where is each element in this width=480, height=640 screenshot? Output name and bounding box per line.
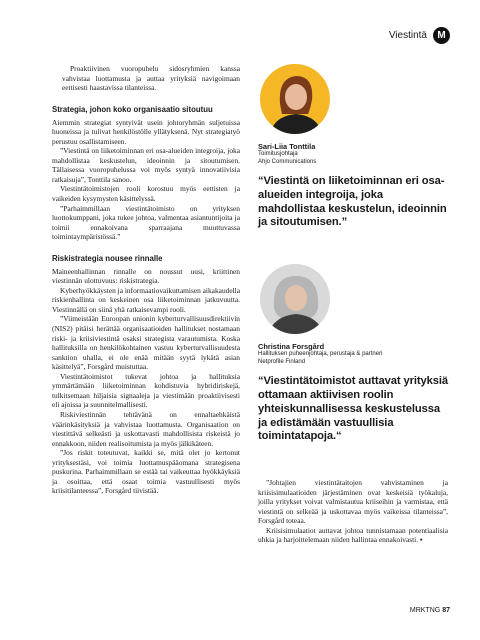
body-paragraph: ”Parhaimmillaan viestintätoimisto on yrityksen luottokumppani, joka tukee johtoa, valmentaa asiantuntijoita ja toimii ennakoivana sparraajana muuttuvassa toimintaympäristössä.” xyxy=(52,203,240,242)
body-paragraph: ”Viimeistään Euroopan unionin kyberturvallisuusdirektiivin (NIS2) pitäisi herättää organisaatioiden hallitukset nostamaan riski- ja kriisiviestintä osaksi strategista varautumista. Koska hallituksilla on henkilökohtainen vastuu kyberturvallisuudesta sanktion uhalla, ei ole enää mitään syytä lykätä asian käsittelyä”, Forsgård muistuttaa. xyxy=(52,314,240,372)
person-title: Toimitusjohtaja xyxy=(258,151,298,157)
body-paragraph: Kyberhyökkäysten ja informaatiovaikuttamisen aikakaudella riskienhallinta on keskeinen osa liiketoiminnan jatkuvuutta. Viestinnällä on siinä yhä ratkaisevampi rooli. xyxy=(52,285,240,314)
section-heading-risk: Riskistrategia nousee rinnalle xyxy=(52,253,163,263)
person-info-forsgard xyxy=(258,342,448,366)
intro-paragraph: Proaktiivinen vuoropuhelu sidosryhmien kanssa vahvistaa luottamusta ja auttaa yrityksiä navigoimaan eettisesti haastavissa tilanteissa. xyxy=(62,64,240,93)
body-paragraph: ”Viestintä on liiketoiminnan eri osa-alueiden integroija, joka mahdollistaa keskustelun, ideoinnin ja sitoutumisen. Tällaisessa vuoropuhelussa voi myös syntyä innovatiivisia ratkaisuja”, Tonttila sanoo. xyxy=(52,146,240,184)
face-shape xyxy=(285,285,307,311)
body-paragraph: Riskiviestinnän tehtävänä on ennaltaehkäistä väärinkäsityksiä ja vahvistaa luottamusta. Organisaation on viestittävä selkeästi ja uskottavasti mahdollisista riskeistä jo ennakkoon, niiden realisoitumista ja myös jälkikäteen. xyxy=(52,409,240,448)
magazine-logo-badge: M xyxy=(433,27,450,44)
body-paragraph: ”Johtajien viestintätaitojen vahvistaminen ja kriisisimulaatioiden järjestäminen ovat keskeisiä työkaluja, joilla yritykset voivat valmistautua kriiseihin ja varmistaa, että viestintä on selkeää ja uskottavaa myös vaikeissa tilanteissa”, Forsgård toteaa. xyxy=(258,478,448,526)
page-footer xyxy=(410,607,450,614)
body-paragraph: Viestintätoimistojen rooli korostuu myös eettisten ja vaikeiden kysymysten käsittelyssä. xyxy=(52,184,240,204)
body-paragraph: Kriisisimulaatiot auttavat johtoa tunnistamaan potentiaalisia uhkia ja harjoittelemaan niiden hallintaa ennakoivasti. ▪ xyxy=(258,525,448,545)
person-company: Netprofile Finland xyxy=(258,358,306,365)
pull-quote-tonttila: “Viestintä on liiketoiminnan eri osa-alueiden integroija, joka mahdollistaa keskustelun, ideoinnin ja sitoutumisen.” xyxy=(258,175,447,229)
right-column xyxy=(258,64,448,545)
magazine-name: MRKTNG xyxy=(409,607,441,614)
body-paragraph: Maineenhallinnan rinnalle on noussut uusi, kriittinen viestinnän ulottuvuus: riskistrategia. xyxy=(52,266,240,286)
page-number: 87 xyxy=(442,607,450,614)
portrait-photo-forsgard xyxy=(260,264,330,334)
pull-quote-forsgard: “Viestintätoimistot auttavat yrityksiä ottamaan aktiivisen roolin yhteiskunnallisessa keskustelussa ja edistämään vastuullisia toimintatapoja.“ xyxy=(258,375,448,443)
page-header xyxy=(389,27,450,44)
portrait-photo-tonttila xyxy=(260,64,330,134)
body-paragraph: ”Jos riskit toteutuvat, kaikki se, mitä olet jo kertonut yrityksestäsi, voi toimia luottamuspääomana strategisena puskurina. Parhaimmillaan se estää tai vaikeuttaa hyökkäyksiä ja osoittaa, että osaat toimia vastuullisesti myös kriisitilanteessa”, Forsgård tiivistää. xyxy=(52,448,240,496)
section-label: Viestintä xyxy=(388,30,427,41)
body-paragraph: Aiemmin strategiat syntyivät usein johtoryhmän suljetuissa huoneissa ja tulivat henkilöstölle yllätyksenä. Nyt strategiatyö perustuu osallistamiseen. xyxy=(52,117,240,146)
person-info-tonttila xyxy=(258,142,448,166)
person-company: Ahjo Communications xyxy=(258,158,317,165)
face-shape xyxy=(285,84,307,110)
person-title: Hallituksen puheenjohtaja, perustaja & partneri xyxy=(258,351,383,358)
person-name: Christina Forsgård xyxy=(258,342,325,352)
body-paragraph: Viestintätoimistot tukevat johtoa ja hallituksia ymmärtämään liiketoiminnan kohdistuvia hybridiriskejä, tulkitsemaan hiljaisia signaaleja ja viestimään proaktiivisesti eli ajoissa ja suunnitelmallisesti. xyxy=(52,371,240,410)
left-column xyxy=(52,64,240,496)
section-heading-strategy: Strategia, johon koko organisaatio sitoutuu xyxy=(52,104,213,114)
person-name: Sari-Liia Tonttila xyxy=(258,142,316,151)
